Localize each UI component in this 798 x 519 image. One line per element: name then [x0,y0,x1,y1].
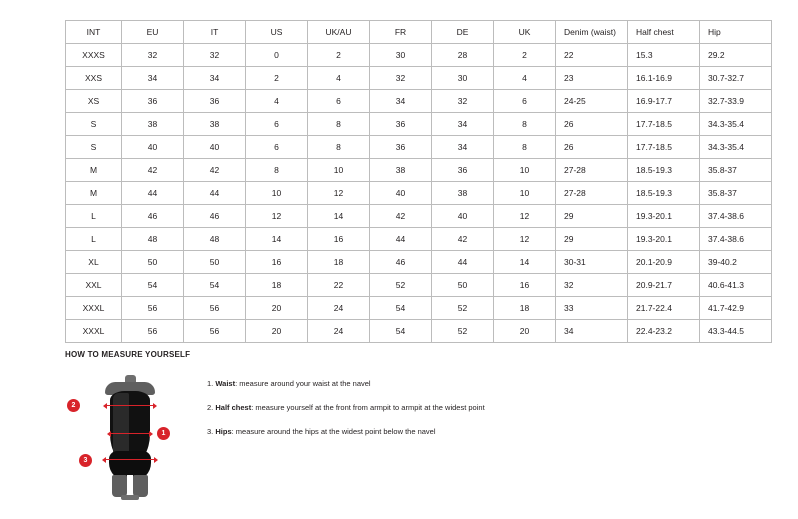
cell-it: 46 [184,205,246,228]
list-item [207,427,485,437]
cell-hip: 40.6-41.3 [700,274,772,297]
cell-eu: 56 [122,320,184,343]
note-text-hips: : measure around the hips at the widest point below the navel [231,426,436,436]
cell-it: 48 [184,228,246,251]
cell-us: 8 [246,159,308,182]
note-term-waist: Waist [215,379,236,388]
measure-instructions-list [207,369,485,450]
size-chart-container [65,20,744,343]
table-row [66,297,772,320]
cell-uk: 8 [494,136,556,159]
column-header-fr: FR [370,21,432,44]
table-row [66,228,772,251]
table-row [66,44,772,67]
mannequin-stand [121,495,139,500]
cell-fr: 46 [370,251,432,274]
mannequin-bodysuit-shading [113,393,129,459]
table-row [66,205,772,228]
marker-1: 1 [157,427,170,440]
cell-denim-waist: 33 [556,297,628,320]
cell-it: 56 [184,297,246,320]
table-row [66,90,772,113]
cell-half-chest: 17.7-18.5 [628,136,700,159]
cell-denim-waist: 24-25 [556,90,628,113]
note-term-hips: Hips [215,426,232,436]
note-text-half-chest: : measure yourself at the front from armpit to armpit at the widest point [251,402,485,412]
cell-half-chest: 19.3-20.1 [628,205,700,228]
cell-eu: 46 [122,205,184,228]
cell-it: 50 [184,251,246,274]
cell-int: XXXL [66,297,122,320]
cell-us: 12 [246,205,308,228]
column-header-int: INT [66,21,122,44]
cell-denim-waist: 22 [556,44,628,67]
cell-hip: 35.8-37 [700,159,772,182]
cell-us: 18 [246,274,308,297]
cell-fr: 42 [370,205,432,228]
cell-uk-au: 8 [308,136,370,159]
cell-de: 44 [432,251,494,274]
cell-half-chest: 19.3-20.1 [628,228,700,251]
column-header-de: DE [432,21,494,44]
cell-it: 56 [184,320,246,343]
cell-hip: 37.4-38.6 [700,228,772,251]
marker-2: 2 [67,399,80,412]
cell-uk: 16 [494,274,556,297]
cell-eu: 50 [122,251,184,274]
cell-it: 38 [184,113,246,136]
cell-it: 42 [184,159,246,182]
cell-it: 40 [184,136,246,159]
table-row [66,251,772,274]
cell-us: 20 [246,297,308,320]
cell-fr: 30 [370,44,432,67]
cell-int: XXXS [66,44,122,67]
note-term-half-chest: Half chest [215,402,252,412]
cell-half-chest: 20.9-21.7 [628,274,700,297]
cell-denim-waist: 34 [556,320,628,343]
column-header-uk-au: UK/AU [308,21,370,44]
cell-uk-au: 14 [308,205,370,228]
cell-uk-au: 18 [308,251,370,274]
cell-fr: 36 [370,113,432,136]
cell-half-chest: 22.4-23.2 [628,320,700,343]
cell-us: 14 [246,228,308,251]
waist-measure-line-icon [111,433,149,434]
cell-fr: 40 [370,182,432,205]
cell-uk: 4 [494,67,556,90]
cell-uk: 8 [494,113,556,136]
cell-fr: 54 [370,297,432,320]
table-row [66,136,772,159]
cell-us: 2 [246,67,308,90]
note-text-waist: : measure around your waist at the navel [235,379,371,388]
cell-de: 42 [432,228,494,251]
cell-uk: 12 [494,205,556,228]
cell-de: 36 [432,159,494,182]
cell-de: 32 [432,90,494,113]
cell-int: XL [66,251,122,274]
marker-3: 3 [79,454,92,467]
cell-de: 52 [432,297,494,320]
mannequin-left-leg [112,475,127,497]
cell-uk: 12 [494,228,556,251]
cell-us: 6 [246,113,308,136]
cell-denim-waist: 27-28 [556,182,628,205]
cell-int: L [66,228,122,251]
cell-int: XXS [66,67,122,90]
cell-hip: 41.7-42.9 [700,297,772,320]
cell-eu: 56 [122,297,184,320]
cell-eu: 44 [122,182,184,205]
table-header-row [66,21,772,44]
cell-int: XS [66,90,122,113]
how-to-measure-body [65,369,745,504]
cell-uk-au: 22 [308,274,370,297]
cell-de: 40 [432,205,494,228]
cell-fr: 32 [370,67,432,90]
table-row [66,159,772,182]
mannequin-inner-leg-gap [127,475,133,489]
cell-half-chest: 18.5-19.3 [628,182,700,205]
cell-half-chest: 18.5-19.3 [628,159,700,182]
table-row [66,320,772,343]
note-number-1: 1. [207,379,214,388]
cell-fr: 52 [370,274,432,297]
hips-measure-line-icon [106,459,154,460]
cell-eu: 38 [122,113,184,136]
table-body [66,44,772,343]
cell-denim-waist: 23 [556,67,628,90]
cell-denim-waist: 27-28 [556,159,628,182]
cell-eu: 32 [122,44,184,67]
list-item [207,379,485,389]
cell-denim-waist: 32 [556,274,628,297]
cell-it: 34 [184,67,246,90]
cell-int: M [66,159,122,182]
cell-us: 16 [246,251,308,274]
cell-us: 4 [246,90,308,113]
table-row [66,182,772,205]
note-number-3: 3. [207,426,214,436]
mannequin-right-leg [133,475,148,497]
cell-uk: 10 [494,182,556,205]
cell-it: 32 [184,44,246,67]
cell-half-chest: 17.7-18.5 [628,113,700,136]
cell-eu: 42 [122,159,184,182]
cell-denim-waist: 26 [556,113,628,136]
cell-hip: 35.8-37 [700,182,772,205]
cell-it: 44 [184,182,246,205]
cell-hip: 37.4-38.6 [700,205,772,228]
cell-de: 50 [432,274,494,297]
column-header-half-chest: Half chest [628,21,700,44]
cell-us: 20 [246,320,308,343]
cell-de: 30 [432,67,494,90]
cell-uk-au: 12 [308,182,370,205]
cell-uk-au: 24 [308,297,370,320]
cell-hip: 39-40.2 [700,251,772,274]
cell-half-chest: 20.1-20.9 [628,251,700,274]
cell-uk: 10 [494,159,556,182]
cell-int: XXXL [66,320,122,343]
cell-uk-au: 16 [308,228,370,251]
cell-de: 34 [432,136,494,159]
cell-hip: 43.3-44.5 [700,320,772,343]
note-number-2: 2. [207,402,214,412]
cell-de: 28 [432,44,494,67]
cell-denim-waist: 30-31 [556,251,628,274]
table-row [66,67,772,90]
column-header-it: IT [184,21,246,44]
cell-int: L [66,205,122,228]
cell-hip: 34.3-35.4 [700,113,772,136]
table-row [66,274,772,297]
cell-eu: 40 [122,136,184,159]
cell-fr: 38 [370,159,432,182]
cell-uk-au: 2 [308,44,370,67]
cell-uk: 2 [494,44,556,67]
cell-half-chest: 15.3 [628,44,700,67]
cell-de: 34 [432,113,494,136]
how-to-measure-section [65,350,745,504]
cell-half-chest: 16.1-16.9 [628,67,700,90]
cell-hip: 29.2 [700,44,772,67]
cell-int: M [66,182,122,205]
cell-uk: 20 [494,320,556,343]
column-header-uk: UK [494,21,556,44]
cell-denim-waist: 29 [556,228,628,251]
cell-uk-au: 10 [308,159,370,182]
cell-fr: 36 [370,136,432,159]
cell-eu: 48 [122,228,184,251]
cell-fr: 54 [370,320,432,343]
cell-hip: 32.7-33.9 [700,90,772,113]
column-header-us: US [246,21,308,44]
cell-eu: 36 [122,90,184,113]
size-chart-table [65,20,772,343]
cell-uk-au: 6 [308,90,370,113]
cell-us: 0 [246,44,308,67]
cell-hip: 30.7-32.7 [700,67,772,90]
how-to-measure-title: HOW TO MEASURE YOURSELF [65,350,191,359]
half-chest-measure-line-icon [107,405,153,406]
cell-hip: 34.3-35.4 [700,136,772,159]
list-item [207,403,485,413]
column-header-eu: EU [122,21,184,44]
cell-fr: 44 [370,228,432,251]
cell-eu: 34 [122,67,184,90]
cell-int: XXL [66,274,122,297]
mannequin-diagram [65,369,195,504]
column-header-denim-waist: Denim (waist) [556,21,628,44]
cell-de: 52 [432,320,494,343]
column-header-hip: Hip [700,21,772,44]
cell-int: S [66,136,122,159]
cell-it: 54 [184,274,246,297]
cell-denim-waist: 29 [556,205,628,228]
cell-it: 36 [184,90,246,113]
cell-us: 10 [246,182,308,205]
cell-eu: 54 [122,274,184,297]
cell-uk: 14 [494,251,556,274]
cell-uk: 18 [494,297,556,320]
cell-uk-au: 24 [308,320,370,343]
cell-uk: 6 [494,90,556,113]
cell-fr: 34 [370,90,432,113]
cell-uk-au: 4 [308,67,370,90]
cell-de: 38 [432,182,494,205]
cell-denim-waist: 26 [556,136,628,159]
cell-int: S [66,113,122,136]
table-row [66,113,772,136]
cell-uk-au: 8 [308,113,370,136]
cell-half-chest: 16.9-17.7 [628,90,700,113]
cell-half-chest: 21.7-22.4 [628,297,700,320]
cell-us: 6 [246,136,308,159]
